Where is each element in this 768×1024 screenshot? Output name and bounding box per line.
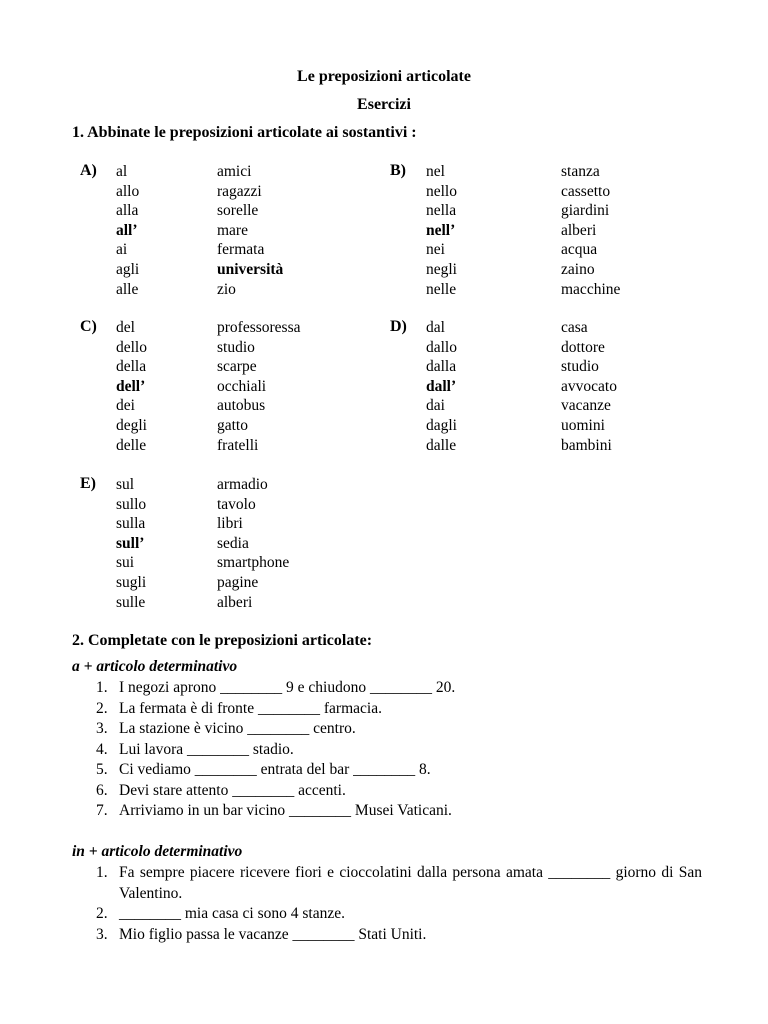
exercise-item bbox=[72, 760, 702, 781]
noun: avvocato bbox=[561, 377, 617, 395]
noun-column bbox=[561, 162, 620, 299]
noun: giardini bbox=[561, 202, 610, 220]
noun: dottore bbox=[561, 338, 605, 356]
preposition: sul bbox=[116, 476, 135, 493]
preposition-column bbox=[116, 475, 146, 612]
preposition-column bbox=[116, 162, 139, 299]
noun: scarpe bbox=[217, 358, 257, 376]
item-number: 1. bbox=[96, 864, 108, 881]
noun: università bbox=[217, 260, 284, 278]
preposition: sull’ bbox=[116, 534, 145, 552]
noun: casa bbox=[561, 319, 588, 336]
noun: amici bbox=[217, 163, 252, 180]
preposition: al bbox=[116, 163, 128, 180]
noun: studio bbox=[561, 358, 599, 376]
noun: ragazzi bbox=[217, 182, 262, 200]
preposition: della bbox=[116, 358, 147, 376]
exercise-item bbox=[72, 781, 702, 802]
group-letter: B) bbox=[390, 162, 406, 179]
noun: sorelle bbox=[217, 202, 259, 220]
item-text: Lui lavora ________ stadio. bbox=[119, 740, 294, 758]
noun: acqua bbox=[561, 241, 598, 259]
noun: alberi bbox=[561, 221, 597, 239]
noun-column bbox=[217, 318, 301, 455]
noun: zio bbox=[217, 280, 236, 298]
noun: fratelli bbox=[217, 436, 259, 454]
item-number: 4. bbox=[96, 740, 108, 758]
item-text: La stazione è vicino ________ centro. bbox=[119, 720, 356, 737]
preposition: dei bbox=[116, 397, 135, 415]
preposition: dalle bbox=[426, 436, 457, 454]
item-number: 2. bbox=[96, 905, 108, 922]
exercise-item bbox=[72, 699, 702, 720]
item-number: 1. bbox=[96, 679, 108, 696]
preposition: nell’ bbox=[426, 221, 456, 239]
group-letter: C) bbox=[80, 318, 97, 335]
preposition: degli bbox=[116, 416, 147, 434]
preposition: sulle bbox=[116, 593, 146, 611]
noun: cassetto bbox=[561, 182, 611, 200]
exercise-item bbox=[72, 925, 702, 946]
preposition-column bbox=[426, 162, 457, 299]
exercise-list-in bbox=[72, 863, 702, 945]
noun: occhiali bbox=[217, 377, 267, 395]
noun-column bbox=[561, 318, 617, 455]
noun: alberi bbox=[217, 593, 253, 611]
section-heading-a: a + articolo determinativo bbox=[72, 658, 238, 675]
noun: gatto bbox=[217, 416, 248, 434]
exercise-item bbox=[72, 801, 702, 822]
noun: smartphone bbox=[217, 554, 290, 572]
exercise-item bbox=[72, 719, 702, 740]
preposition: alla bbox=[116, 202, 139, 220]
preposition: sugli bbox=[116, 573, 147, 591]
noun: stanza bbox=[561, 163, 600, 180]
preposition: sullo bbox=[116, 495, 147, 513]
preposition: dai bbox=[426, 397, 445, 415]
exercise-2-heading: 2. Completate con le preposizioni articolate: bbox=[72, 632, 373, 649]
exercise-item bbox=[72, 904, 702, 925]
noun-column bbox=[217, 475, 289, 612]
preposition: negli bbox=[426, 260, 457, 278]
section-heading-in: in + articolo determinativo bbox=[72, 843, 243, 860]
preposition: dalla bbox=[426, 358, 457, 376]
item-number: 5. bbox=[96, 761, 108, 778]
noun-column bbox=[217, 162, 283, 299]
preposition: dallo bbox=[426, 338, 457, 356]
item-number: 6. bbox=[96, 781, 108, 799]
preposition: nel bbox=[426, 163, 445, 180]
noun: zaino bbox=[561, 260, 595, 278]
noun: mare bbox=[217, 221, 248, 239]
exercise-list-a bbox=[72, 678, 702, 822]
noun: armadio bbox=[217, 476, 268, 493]
noun: vacanze bbox=[561, 397, 611, 415]
preposition: all’ bbox=[116, 221, 138, 239]
noun: uomini bbox=[561, 416, 605, 434]
preposition: agli bbox=[116, 260, 140, 278]
item-text: I negozi aprono ________ 9 e chiudono ________ 20. bbox=[119, 679, 456, 696]
noun: libri bbox=[217, 515, 243, 533]
page-subtitle: Esercizi bbox=[357, 96, 411, 113]
item-text: Fa sempre piacere ricevere fiori e cioccolatini dalla persona amata ________ giorno di San Valentino. bbox=[119, 864, 702, 902]
preposition: delle bbox=[116, 436, 147, 454]
preposition: del bbox=[116, 319, 135, 336]
item-text: Arriviamo in un bar vicino ________ Musei Vaticani. bbox=[119, 802, 452, 819]
preposition-column bbox=[116, 318, 147, 455]
preposition: alle bbox=[116, 280, 139, 298]
noun: fermata bbox=[217, 241, 265, 259]
exercise-item bbox=[72, 863, 702, 904]
page-title: Le preposizioni articolate bbox=[297, 68, 471, 85]
preposition: allo bbox=[116, 182, 140, 200]
noun: bambini bbox=[561, 436, 612, 454]
exercise-item bbox=[72, 678, 702, 699]
preposition: dagli bbox=[426, 416, 457, 434]
item-number: 7. bbox=[96, 802, 108, 819]
preposition: dello bbox=[116, 338, 147, 356]
preposition: ai bbox=[116, 241, 128, 259]
item-number: 3. bbox=[96, 720, 108, 737]
preposition: nelle bbox=[426, 280, 457, 298]
group-letter: A) bbox=[80, 162, 97, 179]
group-letter: D) bbox=[390, 318, 407, 335]
preposition: dal bbox=[426, 319, 445, 336]
item-text: Devi stare attento ________ accenti. bbox=[119, 781, 346, 799]
item-text: La fermata è di fronte ________ farmacia. bbox=[119, 699, 382, 717]
item-text: Ci vediamo ________ entrata del bar ________ 8. bbox=[119, 761, 431, 778]
preposition: dell’ bbox=[116, 377, 146, 395]
exercise-1-heading: 1. Abbinate le preposizioni articolate ai sostantivi : bbox=[72, 124, 417, 141]
group-letter: E) bbox=[80, 475, 96, 492]
preposition: nello bbox=[426, 182, 457, 200]
preposition: dall’ bbox=[426, 377, 457, 395]
preposition: sui bbox=[116, 554, 135, 572]
preposition-column bbox=[426, 318, 457, 455]
item-text: ________ mia casa ci sono 4 stanze. bbox=[119, 905, 345, 922]
noun: sedia bbox=[217, 534, 249, 552]
noun: autobus bbox=[217, 397, 266, 415]
preposition: nella bbox=[426, 202, 457, 220]
preposition: sulla bbox=[116, 515, 146, 533]
item-number: 2. bbox=[96, 699, 108, 717]
noun: pagine bbox=[217, 573, 259, 591]
exercise-item bbox=[72, 740, 702, 761]
item-number: 3. bbox=[96, 925, 108, 943]
noun: macchine bbox=[561, 280, 621, 298]
noun: studio bbox=[217, 338, 255, 356]
item-text: Mio figlio passa le vacanze ________ Stati Uniti. bbox=[119, 925, 427, 943]
preposition: nei bbox=[426, 241, 445, 259]
noun: professoressa bbox=[217, 319, 301, 336]
noun: tavolo bbox=[217, 495, 256, 513]
